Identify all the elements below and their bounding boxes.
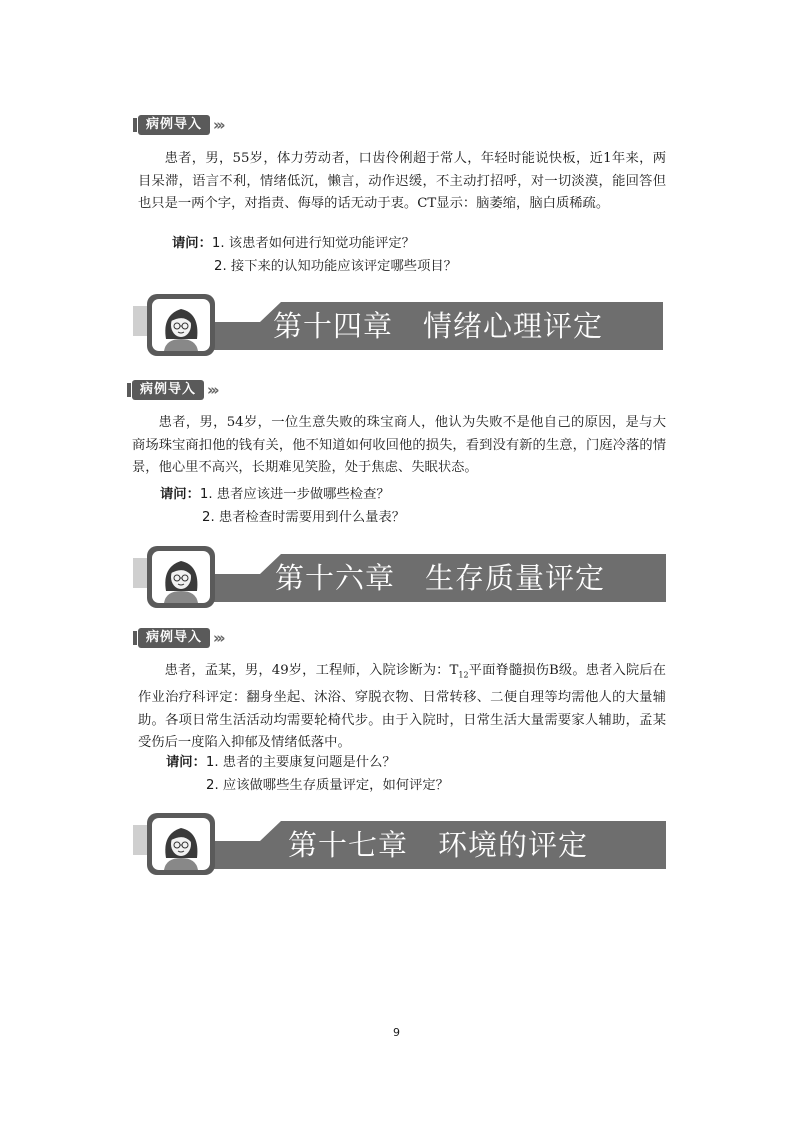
question-1-2: 2. 接下来的认知功能应该评定哪些项目？: [214, 259, 457, 274]
chapter-header-14: [133, 294, 663, 358]
chapter-header-16: [133, 546, 666, 610]
question-2-2: 2. 患者检查时需要用到什么量表？: [202, 510, 406, 525]
case-intro-label: 病例导入: [132, 380, 204, 400]
page-number: 9: [393, 1026, 400, 1039]
case-intro-badge-1: [138, 114, 223, 136]
teacher-avatar-icon: [147, 294, 215, 356]
case-intro-label: 病例导入: [138, 628, 210, 648]
case-text-3: 患者，孟某，男，49岁，工程师，入院诊断为：$T_{12}$平面脊髓损伤B级。患者入院后在作业治疗科评定：翻身坐起、沐浴、穿脱衣物、日常转移、二便自理等均需他人的大量辅助。各项日常生活活动均需要轮椅代步。由于入院时，日常生活大量需要家人辅助，孟某受伤后一度陷入抑郁及情绪低落中。: [138, 663, 666, 751]
chevron-right-icon: ›››: [213, 116, 223, 134]
chapter-title: 第十六章 生存质量评定: [275, 561, 606, 595]
case-text-2: 患者，男，54岁，一位生意失败的珠宝商人，他认为失败不是他自己的原因，是与大商场珠宝商扣他的钱有关，他不知道如何收回他的损失，看到没有新的生意，门庭冷落的情景，他心里不高兴，长期难见笑脸，处于焦虑、失眠状态。: [132, 415, 666, 475]
chapter-title: 第十七章 环境的评定: [288, 828, 589, 862]
case-intro-badge-2: [132, 379, 217, 401]
chapter-title: 第十四章 情绪心理评定: [273, 309, 604, 343]
chevron-right-icon: ›››: [213, 629, 223, 647]
case-intro-badge-3: [138, 627, 223, 649]
question-3-1: 请问：1. 患者的主要康复问题是什么？: [166, 755, 396, 770]
teacher-avatar-icon: [147, 813, 215, 875]
case-intro-label: 病例导入: [138, 115, 210, 135]
question-1-1: 请问：1. 该患者如何进行知觉功能评定？: [172, 236, 415, 251]
teacher-avatar-icon: [147, 546, 215, 608]
question-2-1: 请问：1. 患者应该进一步做哪些检查？: [160, 487, 390, 502]
chapter-header-17: [133, 813, 666, 877]
question-3-2: 2. 应该做哪些生存质量评定，如何评定？: [206, 778, 449, 793]
case-text-1: 患者，男，55岁，体力劳动者，口齿伶俐超于常人，年轻时能说快板，近1年来，两目呆滞，语言不利，情绪低沉，懒言，动作迟缓，不主动打招呼，对一切淡漠，能回答但也只是一两个字，对指责、侮辱的话无动于衷。CT显示：脑萎缩，脑白质稀疏。: [138, 151, 666, 211]
chevron-right-icon: ›››: [207, 381, 217, 399]
